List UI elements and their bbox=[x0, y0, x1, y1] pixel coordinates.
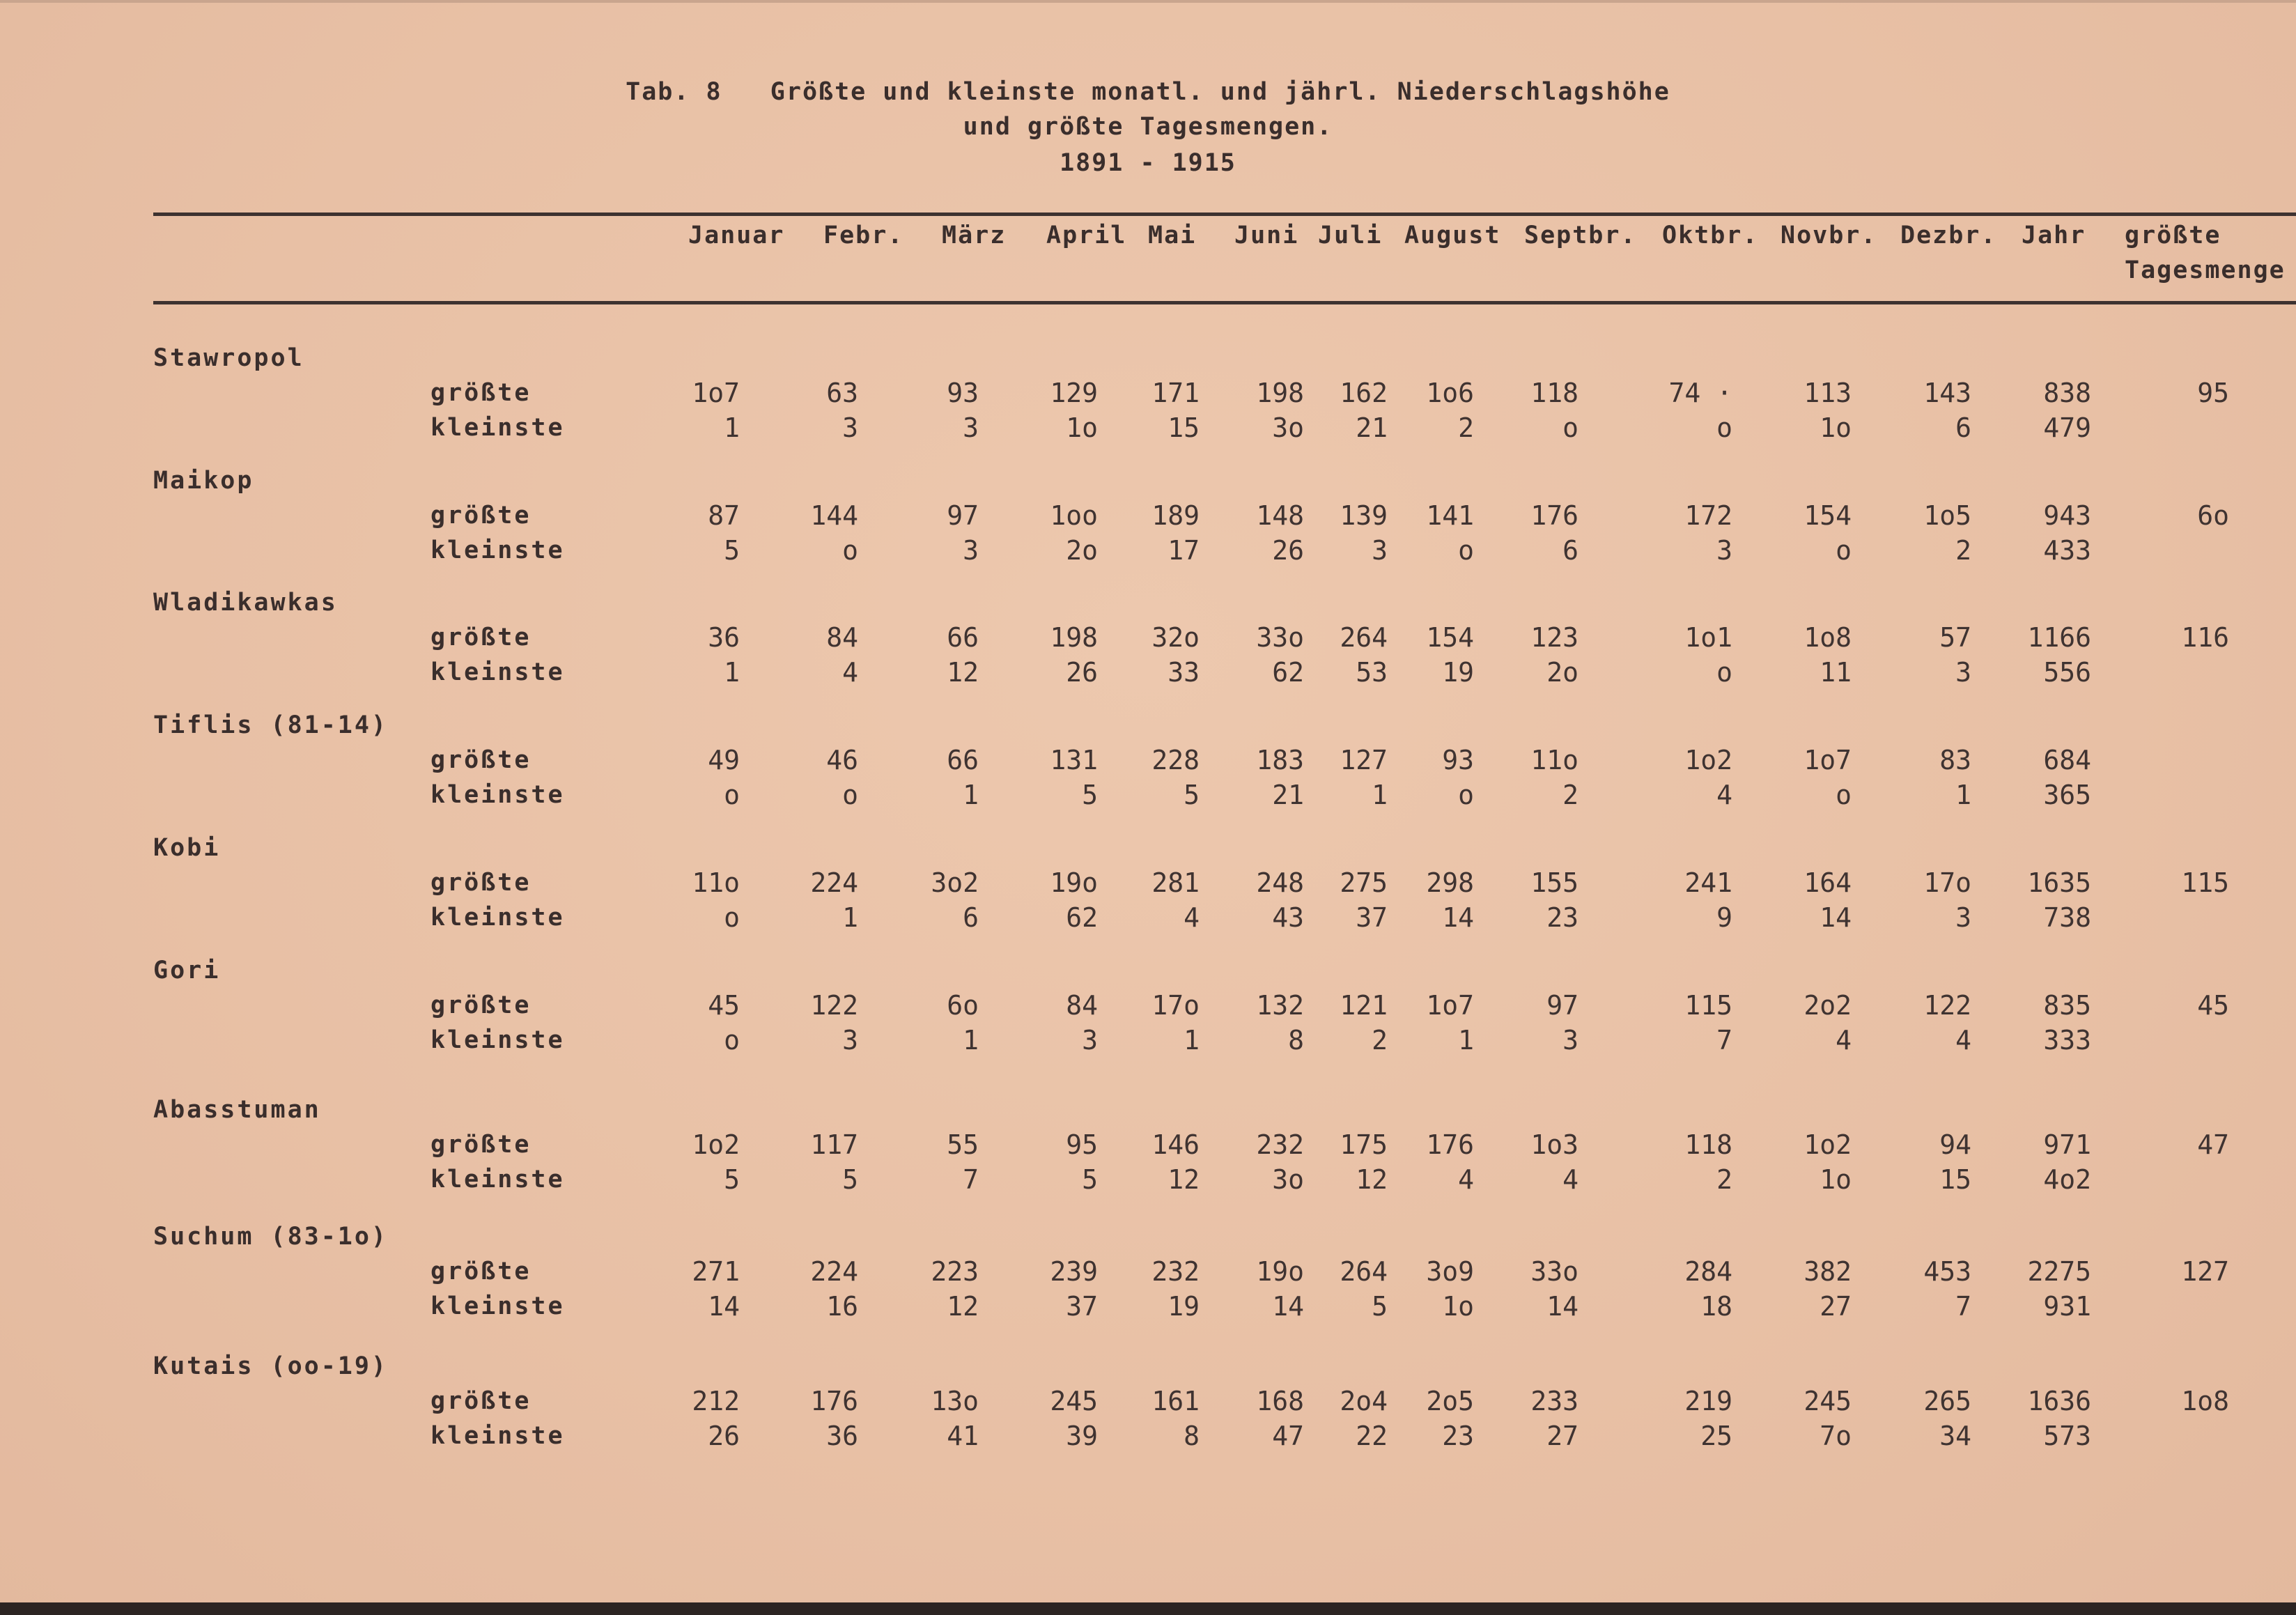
cell-tagesmenge: 116 bbox=[2181, 622, 2229, 653]
cell-max: 141 bbox=[1426, 500, 1474, 531]
cell-min: 2o bbox=[1066, 535, 1098, 566]
cell-min: 37 bbox=[1066, 1291, 1098, 1322]
col-header-maerz: März bbox=[942, 222, 1007, 249]
cell-min: 43 bbox=[1272, 902, 1304, 933]
row-label-min: kleinste bbox=[430, 1422, 565, 1450]
cell-max: 1o2 bbox=[692, 1129, 740, 1160]
cell-max: 176 bbox=[1426, 1129, 1474, 1160]
cell-min: 12 bbox=[1356, 1164, 1388, 1195]
row-label-min: kleinste bbox=[430, 414, 565, 442]
cell-min: o bbox=[1458, 535, 1474, 566]
cell-max: 97 bbox=[1546, 990, 1578, 1021]
cell-max: 1o7 bbox=[1804, 745, 1852, 775]
cell-min: o bbox=[842, 535, 858, 566]
cell-min: 2 bbox=[1562, 780, 1578, 810]
cell-min: 62 bbox=[1066, 902, 1098, 933]
cell-max: 84 bbox=[1066, 990, 1098, 1021]
cell-min: 5 bbox=[842, 1164, 858, 1195]
cell-max: 1o5 bbox=[1923, 500, 1971, 531]
cell-min: 1 bbox=[1184, 1025, 1200, 1056]
cell-min: o bbox=[842, 780, 858, 810]
cell-min: 3 bbox=[1716, 535, 1732, 566]
cell-min: 36 bbox=[826, 1421, 858, 1451]
cell-max: 219 bbox=[1684, 1386, 1732, 1416]
col-header-tagesmenge: Tagesmenge bbox=[2125, 256, 2286, 284]
cell-max: 1o2 bbox=[1804, 1129, 1852, 1160]
cell-max: 115 bbox=[1684, 990, 1732, 1021]
cell-min: 12 bbox=[947, 657, 979, 688]
cell-max: 232 bbox=[1256, 1129, 1304, 1160]
cell-min: 4 bbox=[1955, 1025, 1971, 1056]
cell-min: 931 bbox=[2043, 1291, 2091, 1322]
scan-top-edge bbox=[0, 0, 2296, 3]
cell-min: 1 bbox=[842, 902, 858, 933]
cell-min: o bbox=[1836, 780, 1852, 810]
cell-max: 176 bbox=[1530, 500, 1578, 531]
cell-max: 117 bbox=[810, 1129, 858, 1160]
cell-max: 84 bbox=[826, 622, 858, 653]
cell-max: 36 bbox=[708, 622, 740, 653]
station-name: Kutais (oo-19) bbox=[153, 1352, 389, 1380]
cell-max: 148 bbox=[1256, 500, 1304, 531]
cell-min: 15 bbox=[1168, 412, 1200, 443]
cell-max: 121 bbox=[1340, 990, 1388, 1021]
table-title-years: 1891 - 1915 bbox=[1060, 149, 1236, 177]
cell-max: 2275 bbox=[2027, 1256, 2091, 1287]
cell-min: 27 bbox=[1820, 1291, 1852, 1322]
cell-max: 1636 bbox=[2027, 1386, 2091, 1416]
cell-min: 12 bbox=[947, 1291, 979, 1322]
cell-max: 143 bbox=[1923, 378, 1971, 408]
cell-min: 5 bbox=[1184, 780, 1200, 810]
cell-max: 172 bbox=[1684, 500, 1732, 531]
cell-max: 239 bbox=[1050, 1256, 1098, 1287]
cell-min: 1 bbox=[1372, 780, 1388, 810]
cell-min: 4 bbox=[842, 657, 858, 688]
cell-min: 1o bbox=[1066, 412, 1098, 443]
cell-max: 6o bbox=[947, 990, 979, 1021]
cell-max: 3o2 bbox=[931, 867, 979, 898]
col-header-april: April bbox=[1046, 222, 1127, 249]
cell-tagesmenge: 6o bbox=[2197, 500, 2229, 531]
cell-max: 55 bbox=[947, 1129, 979, 1160]
cell-max: 63 bbox=[826, 378, 858, 408]
cell-min: 3 bbox=[1562, 1025, 1578, 1056]
cell-min: 1 bbox=[724, 412, 740, 443]
col-header-januar: Januar bbox=[688, 222, 785, 249]
cell-max: 146 bbox=[1151, 1129, 1200, 1160]
cell-max: 17o bbox=[1151, 990, 1200, 1021]
cell-max: 271 bbox=[692, 1256, 740, 1287]
cell-min: 17 bbox=[1168, 535, 1200, 566]
cell-min: 37 bbox=[1356, 902, 1388, 933]
cell-max: 122 bbox=[1923, 990, 1971, 1021]
cell-min: 34 bbox=[1939, 1421, 1971, 1451]
cell-min: 15 bbox=[1939, 1164, 1971, 1195]
cell-min: 21 bbox=[1272, 780, 1304, 810]
cell-max: 1o6 bbox=[1426, 378, 1474, 408]
cell-min: 7 bbox=[963, 1164, 979, 1195]
cell-max: 93 bbox=[947, 378, 979, 408]
station-name: Stawropol bbox=[153, 344, 304, 372]
cell-max: 224 bbox=[810, 867, 858, 898]
cell-min: o bbox=[1562, 412, 1578, 443]
cell-min: 12 bbox=[1168, 1164, 1200, 1195]
cell-min: 738 bbox=[2043, 902, 2091, 933]
row-label-min: kleinste bbox=[430, 1292, 565, 1320]
cell-min: 3 bbox=[963, 535, 979, 566]
row-label-max: größte bbox=[430, 1387, 532, 1415]
cell-max: 93 bbox=[1442, 745, 1474, 775]
cell-min: 33 bbox=[1168, 657, 1200, 688]
cell-max: 11o bbox=[1530, 745, 1578, 775]
row-label-min: kleinste bbox=[430, 1166, 565, 1193]
row-label-max: größte bbox=[430, 991, 532, 1019]
cell-max: 232 bbox=[1151, 1256, 1200, 1287]
cell-min: 18 bbox=[1700, 1291, 1732, 1322]
cell-min: 3 bbox=[1955, 657, 1971, 688]
cell-min: 6 bbox=[963, 902, 979, 933]
cell-min: 14 bbox=[1442, 902, 1474, 933]
cell-max: 943 bbox=[2043, 500, 2091, 531]
cell-max: 164 bbox=[1804, 867, 1852, 898]
cell-max: 382 bbox=[1804, 1256, 1852, 1287]
cell-max: 33o bbox=[1530, 1256, 1578, 1287]
cell-max: 161 bbox=[1151, 1386, 1200, 1416]
cell-min: 27 bbox=[1546, 1421, 1578, 1451]
cell-min: 5 bbox=[1082, 780, 1098, 810]
cell-min: 41 bbox=[947, 1421, 979, 1451]
cell-min: 333 bbox=[2043, 1025, 2091, 1056]
cell-min: 3o bbox=[1272, 412, 1304, 443]
cell-max: 131 bbox=[1050, 745, 1098, 775]
row-label-max: größte bbox=[430, 502, 532, 530]
cell-max: 57 bbox=[1939, 622, 1971, 653]
cell-tagesmenge: 115 bbox=[2181, 867, 2229, 898]
cell-max: 2o2 bbox=[1804, 990, 1852, 1021]
cell-max: 233 bbox=[1530, 1386, 1578, 1416]
cell-min: 4 bbox=[1836, 1025, 1852, 1056]
cell-max: 248 bbox=[1256, 867, 1304, 898]
station-name: Suchum (83-1o) bbox=[153, 1223, 389, 1251]
cell-min: 1 bbox=[963, 1025, 979, 1056]
col-header-februar: Febr. bbox=[823, 222, 904, 249]
cell-max: 32o bbox=[1151, 622, 1200, 653]
cell-min: 9 bbox=[1716, 902, 1732, 933]
cell-min: 3 bbox=[963, 412, 979, 443]
cell-min: 47 bbox=[1272, 1421, 1304, 1451]
cell-min: 14 bbox=[1272, 1291, 1304, 1322]
cell-max: 1o7 bbox=[1426, 990, 1474, 1021]
cell-max: 264 bbox=[1340, 622, 1388, 653]
cell-max: 122 bbox=[810, 990, 858, 1021]
cell-min: 7 bbox=[1716, 1025, 1732, 1056]
cell-min: 22 bbox=[1356, 1421, 1388, 1451]
cell-max: 45 bbox=[708, 990, 740, 1021]
cell-max: 1635 bbox=[2027, 867, 2091, 898]
cell-max: 1o1 bbox=[1684, 622, 1732, 653]
cell-min: 479 bbox=[2043, 412, 2091, 443]
col-header-jahr: Jahr bbox=[2022, 222, 2086, 249]
station-name: Wladikawkas bbox=[153, 589, 338, 617]
cell-max: 129 bbox=[1050, 378, 1098, 408]
table-title-line2: und größte Tagesmengen. bbox=[963, 113, 1333, 141]
cell-max: 175 bbox=[1340, 1129, 1388, 1160]
cell-max: 11o bbox=[692, 867, 740, 898]
cell-max: 94 bbox=[1939, 1129, 1971, 1160]
row-label-max: größte bbox=[430, 869, 532, 897]
cell-max: 212 bbox=[692, 1386, 740, 1416]
cell-max: 162 bbox=[1340, 378, 1388, 408]
cell-min: 5 bbox=[1372, 1291, 1388, 1322]
cell-max: 49 bbox=[708, 745, 740, 775]
cell-max: 66 bbox=[947, 622, 979, 653]
cell-min: 3 bbox=[1372, 535, 1388, 566]
cell-min: 556 bbox=[2043, 657, 2091, 688]
cell-min: 4 bbox=[1562, 1164, 1578, 1195]
cell-min: 25 bbox=[1700, 1421, 1732, 1451]
cell-min: 8 bbox=[1184, 1421, 1200, 1451]
cell-max: 2o4 bbox=[1340, 1386, 1388, 1416]
cell-min: 26 bbox=[1066, 657, 1098, 688]
scan-bottom-edge bbox=[0, 1602, 2296, 1615]
cell-min: 19 bbox=[1168, 1291, 1200, 1322]
row-label-min: kleinste bbox=[430, 658, 565, 686]
cell-max: 224 bbox=[810, 1256, 858, 1287]
cell-max: 1o3 bbox=[1530, 1129, 1578, 1160]
header-top-rule bbox=[153, 212, 2296, 216]
col-header-juli: Juli bbox=[1318, 222, 1383, 249]
cell-max: 171 bbox=[1151, 378, 1200, 408]
station-name: Abasstuman bbox=[153, 1096, 321, 1124]
cell-min: 4 bbox=[1716, 780, 1732, 810]
cell-max: 453 bbox=[1923, 1256, 1971, 1287]
cell-max: 154 bbox=[1804, 500, 1852, 531]
col-header-november: Novbr. bbox=[1781, 222, 1877, 249]
cell-max: 275 bbox=[1340, 867, 1388, 898]
cell-min: 1o bbox=[1820, 1164, 1852, 1195]
cell-max: 168 bbox=[1256, 1386, 1304, 1416]
cell-max: 1o2 bbox=[1684, 745, 1732, 775]
cell-max: 13o bbox=[931, 1386, 979, 1416]
cell-min: 26 bbox=[708, 1421, 740, 1451]
cell-max: 245 bbox=[1804, 1386, 1852, 1416]
cell-max: 83 bbox=[1939, 745, 1971, 775]
col-header-groesste: größte bbox=[2125, 222, 2221, 249]
station-name: Gori bbox=[153, 957, 221, 984]
cell-min: 1 bbox=[1458, 1025, 1474, 1056]
cell-max: 298 bbox=[1426, 867, 1474, 898]
cell-min: 16 bbox=[826, 1291, 858, 1322]
cell-max: 127 bbox=[1340, 745, 1388, 775]
cell-min: 2 bbox=[1955, 535, 1971, 566]
cell-max: 1o8 bbox=[1804, 622, 1852, 653]
cell-min: 39 bbox=[1066, 1421, 1098, 1451]
cell-min: 1 bbox=[724, 657, 740, 688]
cell-max: 17o bbox=[1923, 867, 1971, 898]
col-header-dezember: Dezbr. bbox=[1900, 222, 1997, 249]
cell-max: 264 bbox=[1340, 1256, 1388, 1287]
cell-min: 4o2 bbox=[2043, 1164, 2091, 1195]
cell-min: 433 bbox=[2043, 535, 2091, 566]
cell-max: 265 bbox=[1923, 1386, 1971, 1416]
cell-max: 123 bbox=[1530, 622, 1578, 653]
cell-min: o bbox=[1836, 535, 1852, 566]
cell-max: 1o7 bbox=[692, 378, 740, 408]
cell-max: 87 bbox=[708, 500, 740, 531]
row-label-max: größte bbox=[430, 1131, 532, 1159]
col-header-mai: Mai bbox=[1148, 222, 1197, 249]
cell-min: 4 bbox=[1458, 1164, 1474, 1195]
cell-max: 198 bbox=[1050, 622, 1098, 653]
cell-min: o bbox=[1716, 412, 1732, 443]
cell-max: 183 bbox=[1256, 745, 1304, 775]
station-name: Maikop bbox=[153, 467, 254, 495]
cell-max: 154 bbox=[1426, 622, 1474, 653]
cell-min: 62 bbox=[1272, 657, 1304, 688]
row-label-min: kleinste bbox=[430, 781, 565, 809]
cell-max: 835 bbox=[2043, 990, 2091, 1021]
cell-min: 6 bbox=[1562, 535, 1578, 566]
cell-tagesmenge: 95 bbox=[2197, 378, 2229, 408]
cell-tagesmenge: 45 bbox=[2197, 990, 2229, 1021]
cell-min: o bbox=[724, 780, 740, 810]
cell-max: 132 bbox=[1256, 990, 1304, 1021]
cell-min: 53 bbox=[1356, 657, 1388, 688]
cell-tagesmenge: 1o8 bbox=[2181, 1386, 2229, 1416]
cell-min: 3 bbox=[1082, 1025, 1098, 1056]
cell-max: 281 bbox=[1151, 867, 1200, 898]
cell-max: 46 bbox=[826, 745, 858, 775]
cell-min: 2 bbox=[1458, 412, 1474, 443]
station-name: Kobi bbox=[153, 834, 221, 862]
cell-min: 1 bbox=[963, 780, 979, 810]
row-label-max: größte bbox=[430, 379, 532, 407]
cell-max: 684 bbox=[2043, 745, 2091, 775]
cell-max: 144 bbox=[810, 500, 858, 531]
col-header-juni: Juni bbox=[1234, 222, 1299, 249]
cell-max: 245 bbox=[1050, 1386, 1098, 1416]
cell-min: 5 bbox=[724, 535, 740, 566]
cell-min: 3 bbox=[842, 412, 858, 443]
row-label-max: größte bbox=[430, 746, 532, 774]
cell-min: 365 bbox=[2043, 780, 2091, 810]
cell-max: 241 bbox=[1684, 867, 1732, 898]
cell-min: 3o bbox=[1272, 1164, 1304, 1195]
cell-max: 118 bbox=[1530, 378, 1578, 408]
cell-min: 14 bbox=[1546, 1291, 1578, 1322]
cell-max: 19o bbox=[1256, 1256, 1304, 1287]
cell-tagesmenge: 47 bbox=[2197, 1129, 2229, 1160]
cell-min: 6 bbox=[1955, 412, 1971, 443]
cell-min: 7o bbox=[1820, 1421, 1852, 1451]
table-title-line1: Tab. 8 Größte und kleinste monatl. und jährl. Niederschlagshöhe bbox=[626, 78, 1670, 106]
cell-min: 7 bbox=[1955, 1291, 1971, 1322]
row-label-max: größte bbox=[430, 1258, 532, 1285]
cell-max: 113 bbox=[1804, 378, 1852, 408]
station-name: Tiflis (81-14) bbox=[153, 711, 389, 739]
cell-max: 1oo bbox=[1050, 500, 1098, 531]
row-label-max: größte bbox=[430, 624, 532, 651]
cell-min: 1o bbox=[1820, 412, 1852, 443]
cell-min: 5 bbox=[1082, 1164, 1098, 1195]
cell-max: 176 bbox=[810, 1386, 858, 1416]
cell-max: 223 bbox=[931, 1256, 979, 1287]
cell-max: 1166 bbox=[2027, 622, 2091, 653]
cell-min: 2o bbox=[1546, 657, 1578, 688]
cell-min: 23 bbox=[1546, 902, 1578, 933]
cell-min: 5 bbox=[724, 1164, 740, 1195]
col-header-oktober: Oktbr. bbox=[1662, 222, 1759, 249]
cell-max: 838 bbox=[2043, 378, 2091, 408]
cell-max: 155 bbox=[1530, 867, 1578, 898]
cell-min: 14 bbox=[708, 1291, 740, 1322]
cell-min: 14 bbox=[1820, 902, 1852, 933]
cell-max: 95 bbox=[1066, 1129, 1098, 1160]
cell-min: 2 bbox=[1372, 1025, 1388, 1056]
cell-max: 66 bbox=[947, 745, 979, 775]
cell-min: 11 bbox=[1820, 657, 1852, 688]
cell-max: 19o bbox=[1050, 867, 1098, 898]
cell-min: 8 bbox=[1288, 1025, 1304, 1056]
cell-max: 2o5 bbox=[1426, 1386, 1474, 1416]
cell-min: 1o bbox=[1442, 1291, 1474, 1322]
cell-max: 198 bbox=[1256, 378, 1304, 408]
header-bottom-rule bbox=[153, 301, 2296, 304]
cell-max: 971 bbox=[2043, 1129, 2091, 1160]
cell-min: o bbox=[724, 902, 740, 933]
cell-min: 2 bbox=[1716, 1164, 1732, 1195]
cell-min: 21 bbox=[1356, 412, 1388, 443]
cell-min: 1 bbox=[1955, 780, 1971, 810]
cell-max: 139 bbox=[1340, 500, 1388, 531]
cell-min: 3 bbox=[842, 1025, 858, 1056]
cell-max: 118 bbox=[1684, 1129, 1732, 1160]
cell-min: 4 bbox=[1184, 902, 1200, 933]
col-header-september: Septbr. bbox=[1524, 222, 1637, 249]
cell-max: 189 bbox=[1151, 500, 1200, 531]
row-label-min: kleinste bbox=[430, 1026, 565, 1054]
cell-max: 74 · bbox=[1668, 378, 1732, 408]
cell-min: 573 bbox=[2043, 1421, 2091, 1451]
cell-max: 3o9 bbox=[1426, 1256, 1474, 1287]
row-label-min: kleinste bbox=[430, 536, 565, 564]
cell-max: 33o bbox=[1256, 622, 1304, 653]
cell-max: 284 bbox=[1684, 1256, 1732, 1287]
cell-min: o bbox=[1716, 657, 1732, 688]
cell-max: 228 bbox=[1151, 745, 1200, 775]
cell-min: 26 bbox=[1272, 535, 1304, 566]
cell-min: 3 bbox=[1955, 902, 1971, 933]
cell-min: o bbox=[724, 1025, 740, 1056]
col-header-august: August bbox=[1404, 222, 1501, 249]
cell-min: 19 bbox=[1442, 657, 1474, 688]
cell-min: o bbox=[1458, 780, 1474, 810]
row-label-min: kleinste bbox=[430, 904, 565, 932]
cell-min: 23 bbox=[1442, 1421, 1474, 1451]
cell-tagesmenge: 127 bbox=[2181, 1256, 2229, 1287]
cell-max: 97 bbox=[947, 500, 979, 531]
